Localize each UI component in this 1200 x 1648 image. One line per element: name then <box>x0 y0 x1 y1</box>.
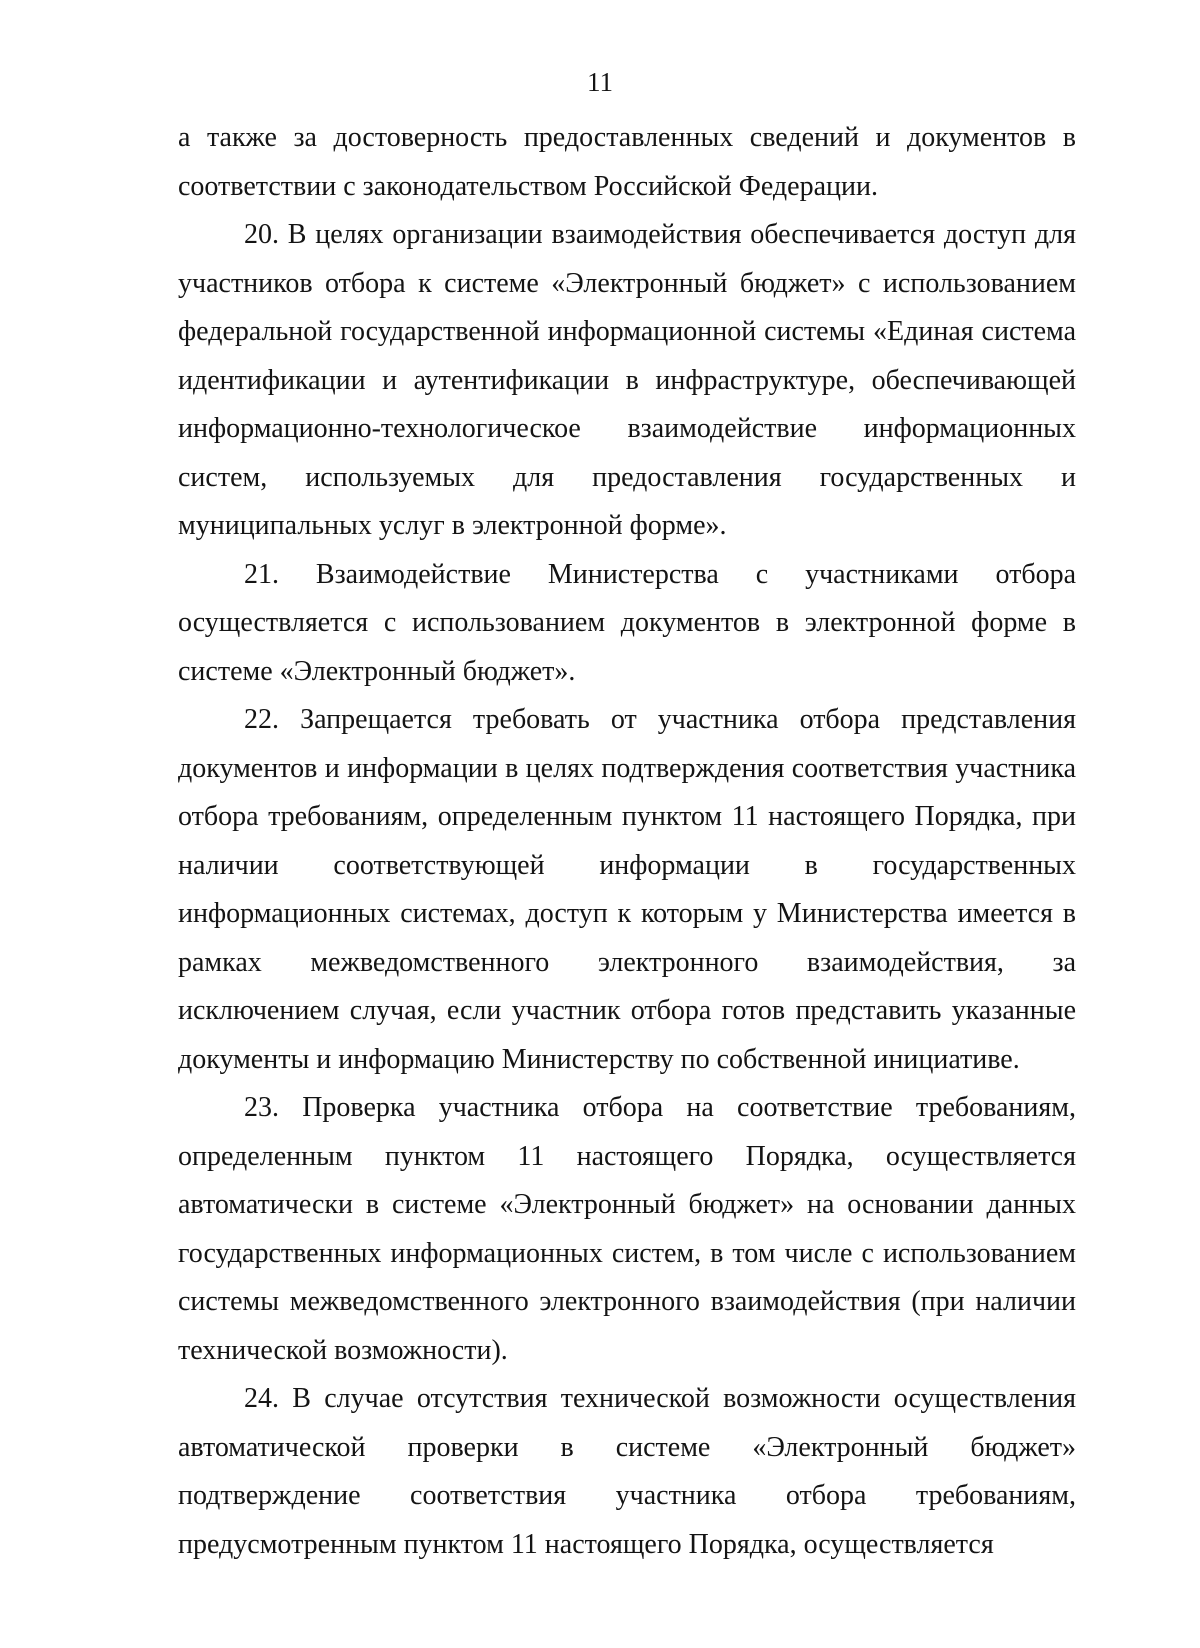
paragraph-item-23: 23. Проверка участника отбора на соответствие требованиям, определенным пунктом 11 настоящего Порядка, осуществляется автоматически в системе «Электронный бюджет» на основании данных государственных информационных систем, в том числе с использованием системы межведомственного электронного взаимодействия (при наличии технической возможности). <box>178 1092 1076 1366</box>
paragraph-continuation: а также за достоверность предоставленных сведений и документов в соответствии с законодательством Российской Федерации. <box>178 122 1076 202</box>
paragraph-item-22: 22. Запрещается требовать от участника отбора представления документов и информации в целях подтверждения соответствия участника отбора требованиям, определенным пунктом 11 настоящего Порядка, при наличии соответствующей информации в государственных информационных системах, доступ к которым у Министерства имеется в рамках межведомственного электронного взаимодействия, за исключением случая, если участник отбора готов представить указанные документы и информацию Министерству по собственной инициативе. <box>178 704 1076 1075</box>
paragraph-item-21: 21. Взаимодействие Министерства с участниками отбора осуществляется с использованием документов в электронной форме в системе «Электронный бюджет». <box>178 558 1076 687</box>
paragraph-item-20: 20. В целях организации взаимодействия обеспечивается доступ для участников отбора к системе «Электронный бюджет» с использованием федеральной государственной информационной системы «Единая система идентификации и аутентификации в инфраструктуре, обеспечивающей информационно-технологическое взаимодействие информационных систем, используемых для предоставления государственных и муниципальных услуг в электронной форме». <box>178 219 1076 541</box>
document-body <box>178 114 1076 1569</box>
paragraph-item-24: 24. В случае отсутствия технической возможности осуществления автоматической проверки в системе «Электронный бюджет» подтверждение соответствия участника отбора требованиям, предусмотренным пунктом 11 настоящего Порядка, осуществляется <box>178 1383 1076 1560</box>
page-number: 11 <box>587 67 613 97</box>
